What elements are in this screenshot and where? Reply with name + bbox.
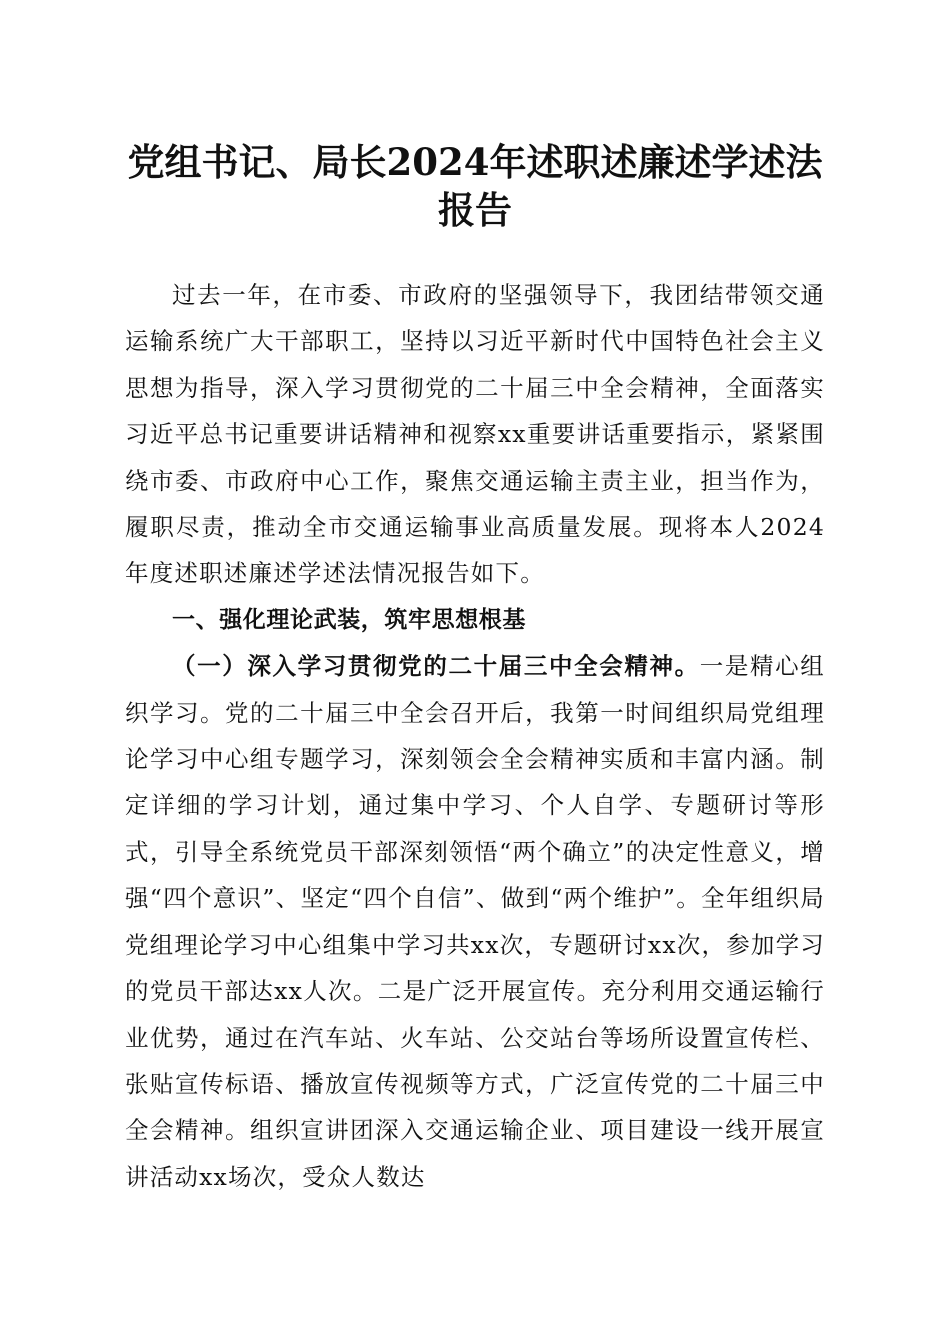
subsection-paragraph <box>125 643 825 1200</box>
subsection-body: 一是精心组织学习。党的二十届三中全会召开后，我第一时间组织局党组理论学习中心组专题学习，深刻领会全会精神实质和丰富内涵。制定详细的学习计划，通过集中学习、个人自学、专题研讨等形式，引导全系统党员干部深刻领悟“两个确立”的决定性意义，增强“四个意识”、坚定“四个自信”、做到“两个维护”。全年组织局党组理论学习中心组集中学习共xx次，专题研讨xx次，参加学习的党员干部达xx人次。二是广泛开展宣传。充分利用交通运输行业优势，通过在汽车站、火车站、公交站台等场所设置宣传栏、张贴宣传标语、播放宣传视频等方式，广泛宣传党的二十届三中全会精神。组织宣讲团深入交通运输企业、项目建设一线开展宣讲活动xx场次，受众人数达 <box>125 652 826 1191</box>
intro-paragraph: 过去一年，在市委、市政府的坚强领导下，我团结带领交通运输系统广大干部职工，坚持以习近平新时代中国特色社会主义思想为指导，深入学习贯彻党的二十届三中全会精神，全面落实习近平总书记重要讲话精神和视察xx重要讲话重要指示，紧紧围绕市委、市政府中心工作，聚焦交通运输主责主业，担当作为，履职尽责，推动全市交通运输事业高质量发展。现将本人2024年度述职述廉述学述法情况报告如下。 <box>125 281 825 588</box>
subsection-heading: （一）深入学习贯彻党的二十届三中全会精神。 <box>172 652 700 681</box>
document-body <box>125 272 825 1200</box>
section-heading: 一、强化理论武装，筑牢思想根基 <box>172 606 526 633</box>
document-title: 党组书记、局长2024年述职述廉述学述法报告 <box>127 140 823 232</box>
